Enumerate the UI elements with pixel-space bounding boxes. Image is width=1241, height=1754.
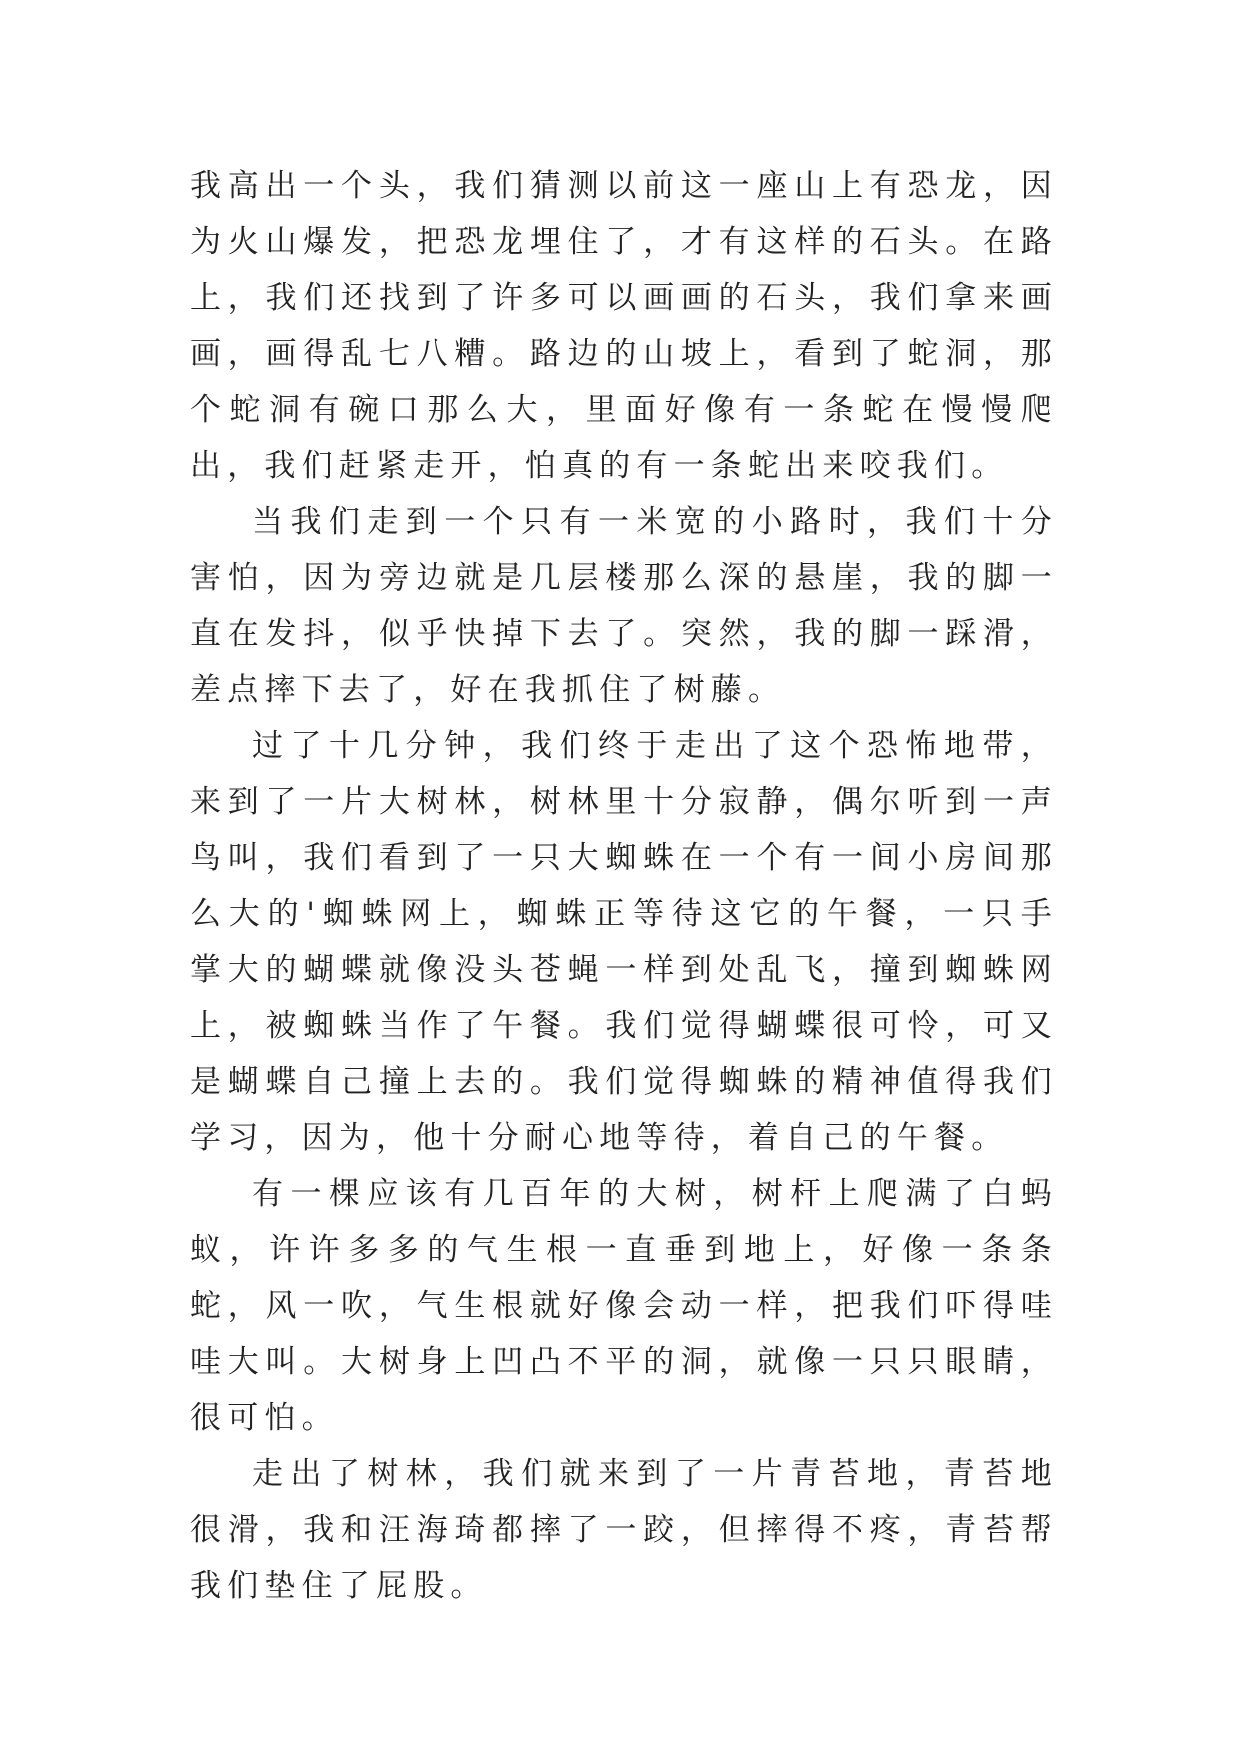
paragraph-5: 走出了树林，我们就来到了一片青苔地，青苔地很滑，我和汪海琦都摔了一跤，但摔得不疼，青苔帮我们垫住了屁股。: [190, 1456, 1058, 1604]
paragraph-4: 有一棵应该有几百年的大树，树杆上爬满了白蚂蚁，许许多多的气生根一直垂到地上，好像一条条蛇，风一吹，气生根就好像会动一样，把我们吓得哇哇大叫。大树身上凹凸不平的洞，就像一只只眼睛，很可怕。: [190, 1176, 1058, 1436]
paragraph-1: 我高出一个头，我们猜测以前这一座山上有恐龙，因为火山爆发，把恐龙埋住了，才有这样的石头。在路上，我们还找到了许多可以画画的石头，我们拿来画画，画得乱七八糟。路边的山坡上，看到了蛇洞，那个蛇洞有碗口那么大，里面好像有一条蛇在慢慢爬出，我们赶紧走开，怕真的有一条蛇出来咬我们。: [190, 168, 1058, 484]
document-body: [190, 158, 1058, 1614]
paragraph-2: 当我们走到一个只有一米宽的小路时，我们十分害怕，因为旁边就是几层楼那么深的悬崖，我的脚一直在发抖，似乎快掉下去了。突然，我的脚一踩滑，差点摔下去了，好在我抓住了树藤。: [190, 504, 1058, 708]
paragraph-3: 过了十几分钟，我们终于走出了这个恐怖地带，来到了一片大树林，树林里十分寂静，偶尔听到一声鸟叫，我们看到了一只大蜘蛛在一个有一间小房间那么大的'蜘蛛网上，蜘蛛正等待这它的午餐，一只手掌大的蝴蝶就像没头苍蝇一样到处乱飞，撞到蜘蛛网上，被蜘蛛当作了午餐。我们觉得蝴蝶很可怜，可又是蝴蝶自己撞上去的。我们觉得蜘蛛的精神值得我们学习，因为，他十分耐心地等待，着自己的午餐。: [190, 728, 1058, 1156]
